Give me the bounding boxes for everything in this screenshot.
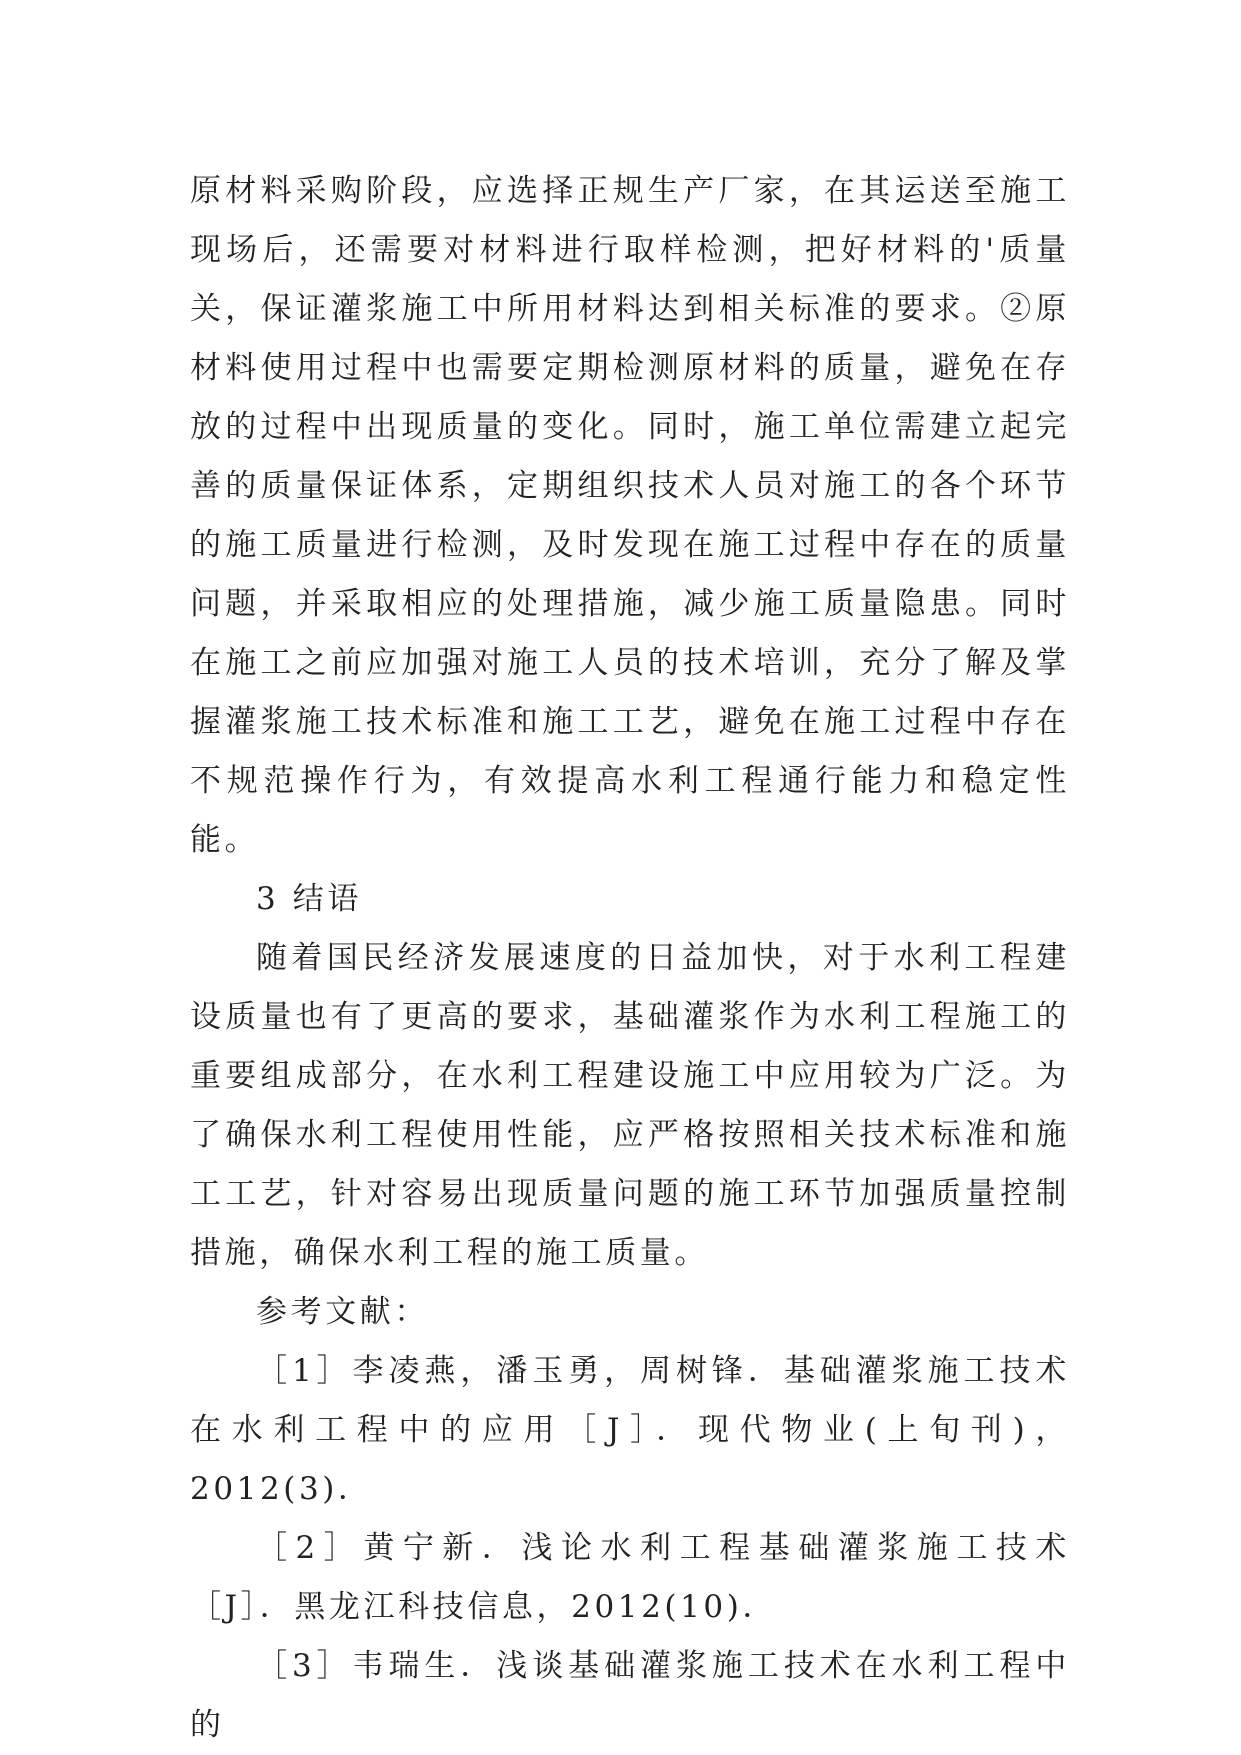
conclusion-paragraph: 随着国民经济发展速度的日益加快，对于水利工程建设质量也有了更高的要求，基础灌浆作为水利工程施工的重要组成部分，在水利工程建设施工中应用较为广泛。为了确保水利工程使用性能，应严格按照相关技术标准和施工工艺，针对容易出现质量问题的施工环节加强质量控制措施，确保水利工程的施工质量。 <box>190 940 1070 1271</box>
reference-item-2: ［2］黄宁新．浅论水利工程基础灌浆施工技术［J］．黑龙江科技信息，2012(10)． <box>190 1530 1070 1625</box>
body-paragraph: 原材料采购阶段，应选择正规生产厂家，在其运送至施工现场后，还需要对材料进行取样检测，把好材料的'质量关，保证灌浆施工中所用材料达到相关标准的要求。②原材料使用过程中也需要定期检测原材料的质量，避免在存放的过程中出现质量的变化。同时，施工单位需建立起完善的质量保证体系，定期组织技术人员对施工的各个环节的施工质量进行检测，及时发现在施工过程中存在的质量问题，并采取相应的处理措施，减少施工质量隐患。同时在施工之前应加强对施工人员的技术培训，充分了解及掌握灌浆施工技术标准和施工工艺，避免在施工过程中存在不规范操作行为，有效提高水利工程通行能力和稳定性能。 <box>190 173 1070 858</box>
references-heading: 参考文献： <box>256 1294 429 1330</box>
reference-item-1: ［1］李凌燕，潘玉勇，周树锋．基础灌浆施工技术在水利工程中的应用［J］．现代物业(上旬刊)，2012(3)． <box>190 1353 1070 1507</box>
section-heading: 3 结语 <box>256 881 362 917</box>
reference-item-3: ［3］韦瑞生．浅谈基础灌浆施工技术在水利工程中的 <box>190 1648 1070 1743</box>
body-text <box>190 162 1070 1755</box>
